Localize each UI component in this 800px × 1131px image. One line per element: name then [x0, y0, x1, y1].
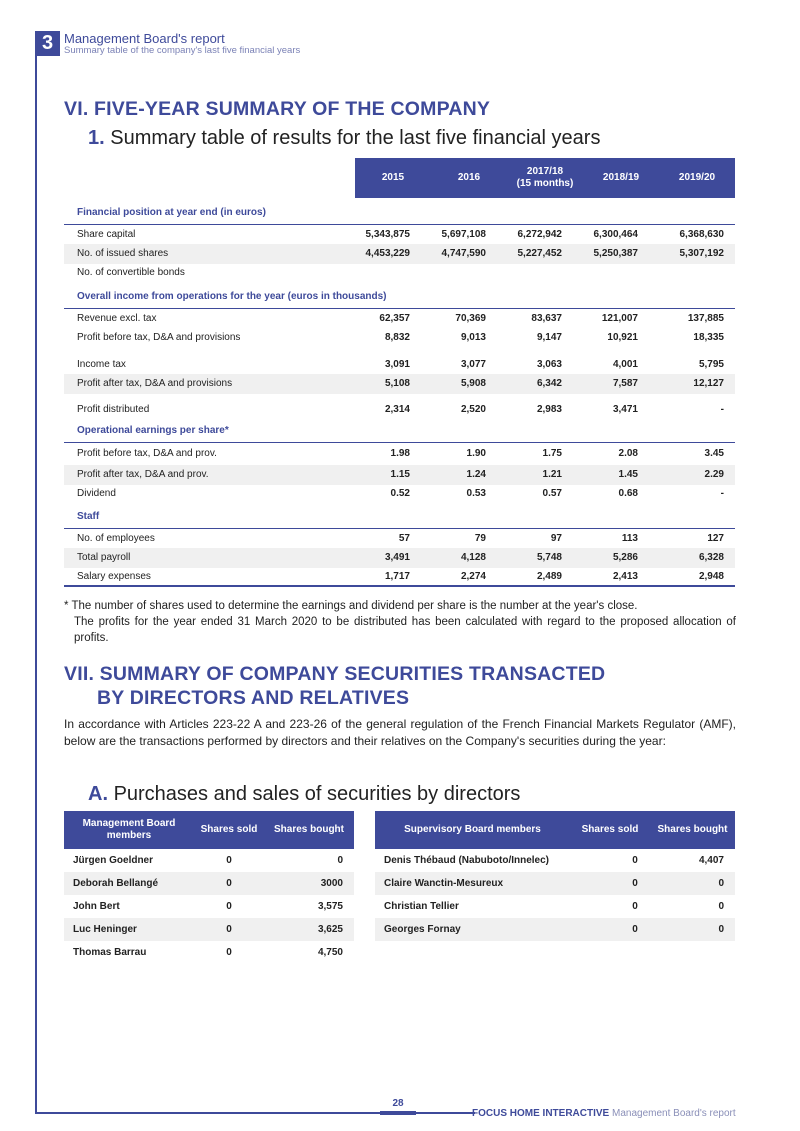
row-label: Profit before tax, D&A and provisions	[77, 332, 241, 343]
row-label: No. of convertible bonds	[77, 267, 185, 278]
member-name: Luc Heninger	[73, 924, 137, 935]
shares-bought: 3,575	[317, 901, 343, 912]
shares-sold: 0	[632, 901, 638, 912]
cell-2017-18: 83,637	[531, 313, 562, 324]
section-7a-text: Purchases and sales of securities by directors	[113, 783, 521, 805]
group-title-financial-position: Financial position at year end (in euros)	[77, 207, 266, 218]
row-label: Share capital	[77, 229, 136, 240]
cell-2016: 1.24	[466, 469, 486, 480]
page-number: 28	[392, 1098, 404, 1109]
member-name: Christian Tellier	[384, 901, 459, 912]
section-6-subtitle-text: Summary table of results for the last five financial years	[110, 127, 601, 149]
mgmt-table-header	[64, 811, 354, 849]
row-label: Profit before tax, D&A and prov.	[77, 448, 217, 459]
table-row	[64, 529, 735, 549]
cell-2015: 3,091	[384, 359, 410, 370]
table-row	[64, 328, 735, 348]
shares-bought: 0	[718, 878, 724, 889]
table-row	[64, 374, 735, 394]
member-name: Jürgen Goeldner	[73, 855, 154, 866]
cell-2017-18: 2,489	[536, 571, 562, 582]
mgmt-col-sold: Shares sold	[200, 824, 258, 835]
cell-2019-20: 5,795	[698, 359, 724, 370]
mgmt-col-bought: Shares bought	[273, 824, 344, 835]
section-6-title: VI. FIVE-YEAR SUMMARY OF THE COMPANY	[64, 98, 491, 120]
cell-2017-18: 1.75	[542, 448, 562, 459]
group-title: Staff	[77, 511, 100, 522]
cell-2017-18: 1.21	[542, 469, 562, 480]
cell-2019-20: 12,127	[693, 378, 724, 389]
sup-table-header	[375, 811, 735, 849]
footer-report: Management Board's report	[612, 1108, 736, 1119]
section-7-intro: In accordance with Articles 223-22 A and 223-26 of the general regulation of the French Financial Markets Regulator (AMF), below are the transactions performed by directors and their relatives on the Company's securities during the year:	[64, 717, 736, 748]
cell-2015: 1.98	[390, 448, 410, 459]
cell-2017-18: 0.57	[542, 488, 562, 499]
table-row	[64, 444, 735, 464]
cell-2018-19: 5,250,387	[593, 248, 638, 259]
table-row	[64, 263, 735, 283]
member-name: Georges Fornay	[384, 924, 461, 935]
cell-2018-19: 113	[621, 533, 638, 544]
section-7a-number: A.	[88, 783, 108, 805]
cell-2015: 2,314	[384, 404, 410, 415]
shares-sold: 0	[632, 855, 638, 866]
cell-2018-19: 5,286	[612, 552, 638, 563]
row-label: Profit distributed	[77, 404, 150, 415]
table-row	[64, 941, 354, 964]
sup-col-bought: Shares bought	[657, 824, 728, 835]
cell-2015: 62,357	[379, 313, 410, 324]
row-label: Dividend	[77, 488, 116, 499]
table-row	[64, 918, 354, 941]
cell-2018-19: 2,413	[612, 571, 638, 582]
cell-2019-20: 137,885	[687, 313, 724, 324]
group-divider	[64, 442, 735, 443]
page-number-bar	[380, 1111, 416, 1115]
cell-2016: 0.53	[466, 488, 486, 499]
col-header-2017-18	[507, 158, 583, 198]
cell-2018-19: 121,007	[601, 313, 638, 324]
table-row	[375, 849, 735, 872]
shares-bought: 4,750	[317, 947, 343, 958]
cell-2015: 8,832	[384, 332, 410, 343]
footnote	[64, 598, 736, 646]
cell-2017-18: 97	[550, 533, 562, 544]
cell-2016: 4,747,590	[441, 248, 486, 259]
table-row	[64, 548, 735, 568]
table-row	[64, 244, 735, 264]
table-row	[64, 484, 735, 504]
cell-2019-20: 6,368,630	[679, 229, 724, 240]
shares-sold: 0	[226, 855, 232, 866]
cell-2019-20: -	[720, 488, 724, 499]
cell-2016: 70,369	[455, 313, 486, 324]
cell-2015: 57	[398, 533, 410, 544]
row-label: Salary expenses	[77, 571, 151, 582]
section-7-title-line-1: VII. SUMMARY OF COMPANY SECURITIES TRANSACTED	[64, 663, 606, 685]
cell-2017-18: 5,227,452	[517, 248, 562, 259]
col-header-2015: 2015	[381, 172, 405, 183]
cell-2016: 3,077	[460, 359, 486, 370]
cell-2018-19: 4,001	[612, 359, 638, 370]
sup-col-sold: Shares sold	[581, 824, 639, 835]
footnote-line-2: The profits for the year ended 31 March 2020 to be distributed has been calculated with regard to the proposed allocation of profits.	[74, 616, 736, 644]
shares-bought: 0	[718, 924, 724, 935]
group-title: Operational earnings per share*	[77, 425, 229, 436]
shares-bought: 3,625	[317, 924, 343, 935]
cell-2017-18: 2,983	[536, 404, 562, 415]
shares-sold: 0	[632, 878, 638, 889]
row-label: No. of issued shares	[77, 248, 169, 259]
row-label: No. of employees	[77, 533, 155, 544]
cell-2015: 4,453,229	[365, 248, 410, 259]
table-row	[64, 465, 735, 485]
cell-2018-19: 1.45	[618, 469, 638, 480]
member-name: Deborah Bellangé	[73, 878, 159, 889]
table-row	[64, 355, 735, 375]
cell-2015: 3,491	[384, 552, 410, 563]
cell-2018-19: 7,587	[612, 378, 638, 389]
row-label: Profit after tax, D&A and prov.	[77, 469, 209, 480]
member-name: Thomas Barrau	[73, 947, 147, 958]
cell-2018-19: 2.08	[618, 448, 638, 459]
shares-sold: 0	[226, 947, 232, 958]
col-header-2017-18-year: 2017/18	[526, 166, 564, 177]
cell-2015: 1.15	[390, 469, 410, 480]
footnote-line-1: * The number of shares used to determine the earnings and dividend per share is the number at the year's close.	[64, 600, 638, 612]
shares-sold: 0	[632, 924, 638, 935]
table-row	[64, 400, 735, 420]
col-header-2019-20: 2019/20	[678, 172, 716, 183]
header-subtitle: Summary table of the company's last five financial years	[64, 45, 301, 56]
row-label: Total payroll	[77, 552, 131, 563]
cell-2015: 5,108	[384, 378, 410, 389]
table-row	[375, 895, 735, 918]
member-name: Denis Thébaud (Nabuboto/Innelec)	[384, 855, 550, 866]
table-row	[375, 872, 735, 895]
section-6-subtitle-number: 1.	[88, 127, 105, 149]
cell-2019-20: 18,335	[693, 332, 724, 343]
footer-company: FOCUS HOME INTERACTIVE	[472, 1108, 610, 1119]
cell-2015: 5,343,875	[365, 229, 410, 240]
section-7-title-line-2: BY DIRECTORS AND RELATIVES	[97, 687, 410, 709]
cell-2016: 79	[474, 533, 486, 544]
cell-2019-20: -	[720, 404, 724, 415]
mgmt-col-members: Management Board members	[82, 818, 176, 841]
member-name: John Bert	[73, 901, 120, 912]
cell-2016: 9,013	[460, 332, 486, 343]
cell-2017-18: 9,147	[536, 332, 562, 343]
page-frame-vertical-rule	[35, 56, 37, 1113]
cell-2018-19: 0.68	[618, 488, 638, 499]
cell-2016: 2,274	[460, 571, 486, 582]
summary-table-end-rule	[64, 585, 735, 587]
cell-2015: 0.52	[390, 488, 410, 499]
row-label: Revenue excl. tax	[77, 313, 157, 324]
cell-2017-18: 6,342	[536, 378, 562, 389]
shares-bought: 3000	[320, 878, 343, 889]
header-title: Management Board's report	[64, 31, 225, 46]
row-label: Profit after tax, D&A and provisions	[77, 378, 233, 389]
table-row	[64, 225, 735, 245]
shares-sold: 0	[226, 901, 232, 912]
table-row	[64, 872, 354, 895]
footer	[472, 1108, 736, 1119]
cell-2017-18: 5,748	[536, 552, 562, 563]
col-header-2017-18-note: (15 months)	[516, 178, 574, 189]
shares-bought: 0	[337, 855, 343, 866]
cell-2016: 5,697,108	[441, 229, 486, 240]
table-row	[64, 567, 735, 587]
table-row	[375, 918, 735, 941]
cell-2019-20: 6,328	[698, 552, 724, 563]
section-7a-subtitle	[88, 783, 520, 806]
table-row	[64, 895, 354, 918]
cell-2015: 1,717	[384, 571, 410, 582]
table-row	[64, 849, 354, 872]
cell-2016: 2,520	[460, 404, 486, 415]
sup-col-members: Supervisory Board members	[404, 824, 541, 835]
cell-2019-20: 127	[707, 533, 724, 544]
cell-2018-19: 3,471	[612, 404, 638, 415]
shares-bought: 4,407	[698, 855, 724, 866]
chapter-number: 3	[35, 31, 60, 56]
cell-2019-20: 2,948	[698, 571, 724, 582]
shares-sold: 0	[226, 924, 232, 935]
section-6-subtitle	[88, 127, 600, 150]
table-row	[64, 309, 735, 329]
cell-2018-19: 6,300,464	[593, 229, 638, 240]
cell-2019-20: 2.29	[704, 469, 724, 480]
summary-table-header	[355, 158, 735, 198]
col-header-2018-19: 2018/19	[602, 172, 640, 183]
cell-2016: 5,908	[460, 378, 486, 389]
group-title: Overall income from operations for the year (euros in thousands)	[77, 291, 387, 302]
cell-2019-20: 3.45	[704, 448, 724, 459]
cell-2017-18: 3,063	[536, 359, 562, 370]
shares-bought: 0	[718, 901, 724, 912]
cell-2016: 4,128	[460, 552, 486, 563]
cell-2016: 1.90	[466, 448, 486, 459]
shares-sold: 0	[226, 878, 232, 889]
cell-2018-19: 10,921	[607, 332, 638, 343]
member-name: Claire Wanctin-Mesureux	[384, 878, 504, 889]
cell-2019-20: 5,307,192	[679, 248, 724, 259]
col-header-2016: 2016	[457, 172, 481, 183]
cell-2017-18: 6,272,942	[517, 229, 562, 240]
row-label: Income tax	[77, 359, 126, 370]
